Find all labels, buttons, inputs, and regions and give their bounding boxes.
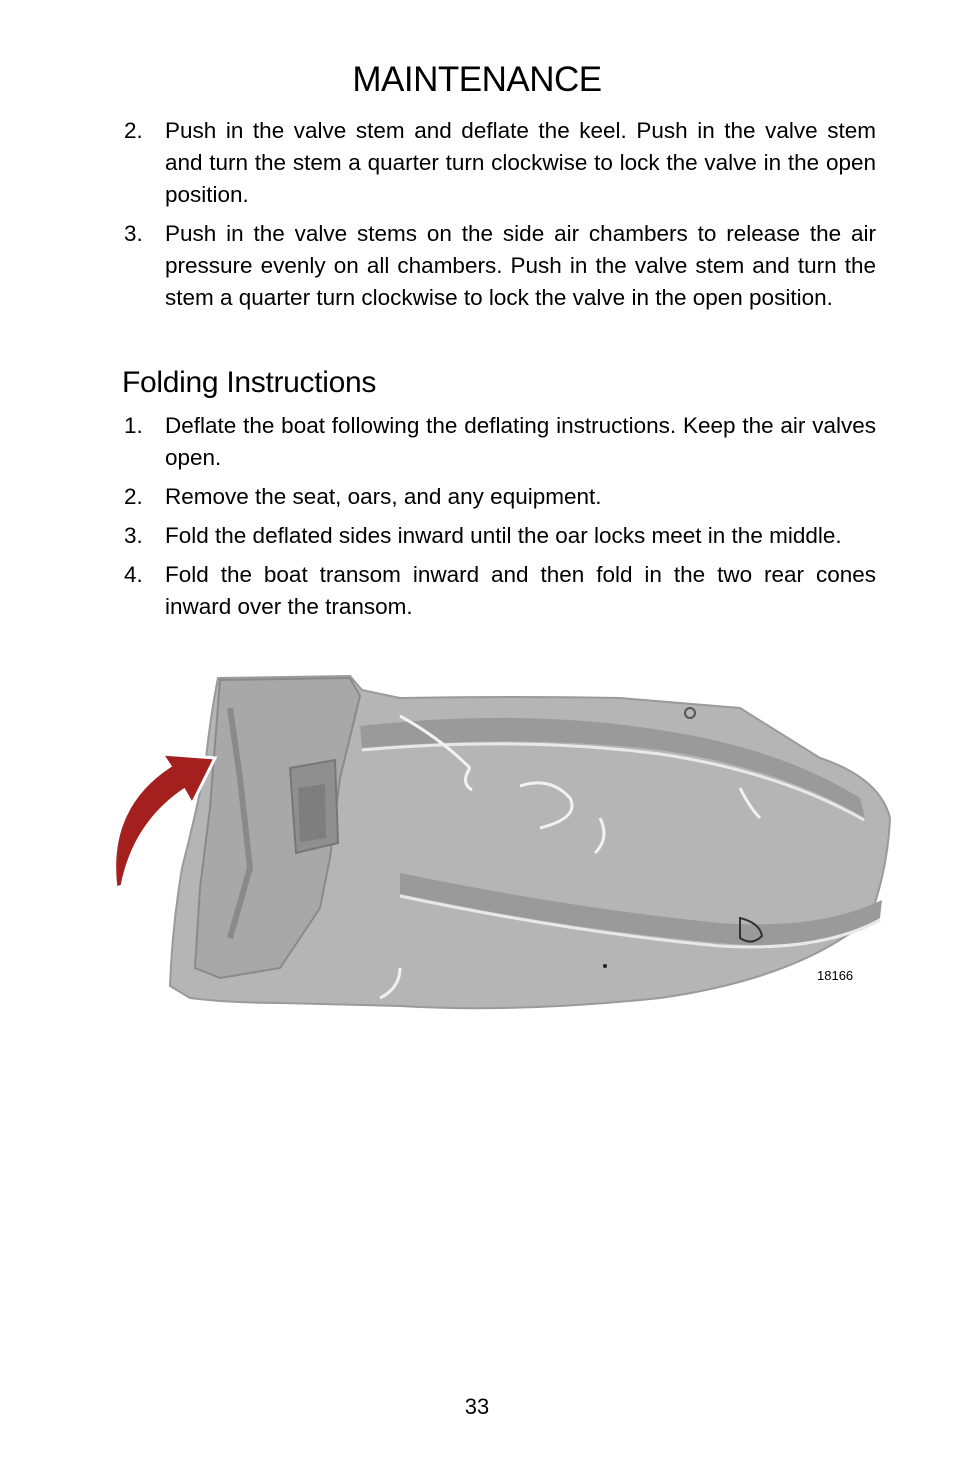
step-text: Fold the deflated sides inward until the oar locks meet in the middle. [165,523,842,548]
step-text: Fold the boat transom inward and then fold in the two rear cones inward over the transom. [165,562,876,619]
deflate-steps-list [122,115,876,321]
list-item [122,410,876,474]
list-item [122,481,876,513]
step-number: 2. [124,118,143,143]
step-text: Deflate the boat following the deflating instructions. Keep the air valves open. [165,413,876,470]
folding-steps-list [122,410,876,630]
step-number: 2. [124,484,143,509]
list-item [122,520,876,552]
step-text: Remove the seat, oars, and any equipment. [165,484,602,509]
figure-id-label: 18166 [817,968,854,983]
list-item [122,559,876,623]
section-heading-folding: Folding Instructions [122,366,377,399]
page-number: 33 [464,1394,490,1419]
step-number: 4. [124,562,143,587]
list-item [122,115,876,211]
page-title: MAINTENANCE [352,60,602,99]
step-text: Push in the valve stem and deflate the keel. Push in the valve stem and turn the stem a quarter turn clockwise to lock the valve in the open position. [165,118,876,207]
folded-boat-illustration [100,668,900,1018]
step-number: 3. [124,523,143,548]
list-item [122,218,876,314]
step-number: 1. [124,413,143,438]
step-text: Push in the valve stems on the side air chambers to release the air pressure evenly on all chambers. Push in the valve stem and turn the stem a quarter turn clockwise to lock the valve in the open position. [165,221,876,310]
step-number: 3. [124,221,143,246]
